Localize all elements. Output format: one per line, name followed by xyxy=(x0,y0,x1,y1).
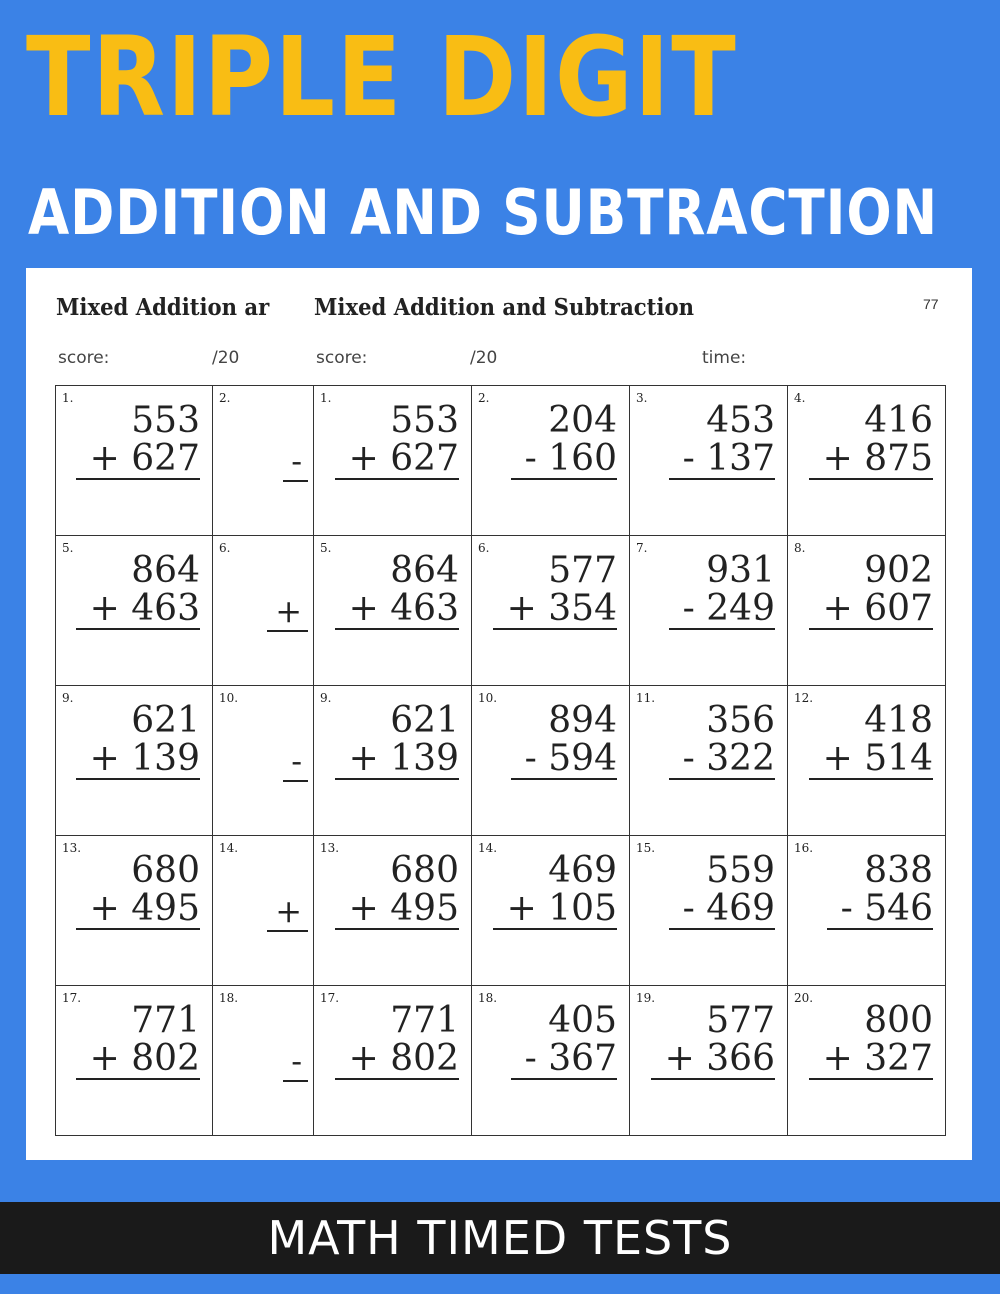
problem-number: 3. xyxy=(636,391,648,405)
problem-bottom-operand: + 354 xyxy=(493,590,617,630)
problem-top-operand: 902 xyxy=(864,550,933,591)
problem-cell xyxy=(630,836,788,986)
problem-number: 17. xyxy=(62,991,82,1005)
problem-bottom-operand: + 514 xyxy=(809,740,933,780)
back-worksheet-title: Mixed Addition ar xyxy=(56,294,270,321)
problem-operator: - xyxy=(283,742,308,782)
problem-bottom-operand: - 469 xyxy=(669,890,775,930)
problem-number: 5. xyxy=(320,541,332,555)
problem-number: 9. xyxy=(62,691,74,705)
problem-body xyxy=(335,552,459,630)
problem-top-operand: 771 xyxy=(390,1000,459,1041)
problem-bottom-operand: + 875 xyxy=(809,440,933,480)
problem-body xyxy=(76,402,200,480)
back-problem-grid xyxy=(55,385,315,1136)
problem-bottom-operand: - 322 xyxy=(669,740,775,780)
problem-body xyxy=(809,702,933,780)
problem-body xyxy=(511,402,617,480)
problem-body xyxy=(76,702,200,780)
problem-cell xyxy=(213,986,316,1136)
problem-number: 2. xyxy=(478,391,490,405)
problem-bottom-operand: + 802 xyxy=(335,1040,459,1080)
problem-bottom-operand: + 607 xyxy=(809,590,933,630)
problem-top-operand: 356 xyxy=(706,700,775,741)
problem-top-operand: 800 xyxy=(864,1000,933,1041)
problem-number: 15. xyxy=(636,841,656,855)
problem-cell xyxy=(56,686,213,836)
problem-number: 17. xyxy=(320,991,340,1005)
problem-bottom-operand: + 463 xyxy=(76,590,200,630)
problem-bottom-operand: + 139 xyxy=(335,740,459,780)
problem-body xyxy=(511,702,617,780)
footer-bar xyxy=(0,1202,1000,1274)
problem-cell xyxy=(314,836,472,986)
problem-top-operand: 577 xyxy=(706,1000,775,1041)
problem-cell xyxy=(56,386,213,536)
problem-cell xyxy=(472,986,630,1136)
problem-top-operand: 864 xyxy=(390,550,459,591)
problem-cell xyxy=(630,536,788,686)
problem-number: 9. xyxy=(320,691,332,705)
problem-top-operand: 621 xyxy=(390,700,459,741)
back-score-label: score: xyxy=(58,348,110,368)
problem-cell xyxy=(314,386,472,536)
problem-body xyxy=(809,1002,933,1080)
problem-top-operand: 680 xyxy=(131,850,200,891)
problem-number: 14. xyxy=(478,841,498,855)
front-worksheet-title: Mixed Addition and Subtraction xyxy=(314,294,694,321)
problem-cell xyxy=(314,986,472,1136)
problem-top-operand: 553 xyxy=(390,400,459,441)
problem-number: 10. xyxy=(478,691,498,705)
problem-cell xyxy=(788,836,946,986)
problem-number: 18. xyxy=(478,991,498,1005)
problem-bottom-operand: + 463 xyxy=(335,590,459,630)
problem-number: 13. xyxy=(320,841,340,855)
front-problem-grid xyxy=(313,385,946,1136)
problem-bottom-operand: + 366 xyxy=(651,1040,775,1080)
problem-cell xyxy=(213,386,316,536)
problem-body xyxy=(827,852,933,930)
problem-cell xyxy=(314,536,472,686)
problem-cell xyxy=(788,536,946,686)
problem-bottom-operand: + 627 xyxy=(335,440,459,480)
problem-top-operand: 418 xyxy=(864,700,933,741)
problem-body xyxy=(493,852,617,930)
problem-number: 12. xyxy=(794,691,814,705)
problem-top-operand: 416 xyxy=(864,400,933,441)
worksheet-paper xyxy=(26,268,972,1160)
problem-cell xyxy=(213,686,316,836)
problem-number: 2. xyxy=(219,391,231,405)
problem-top-operand: 771 xyxy=(131,1000,200,1041)
problem-top-operand: 405 xyxy=(548,1000,617,1041)
problem-cell xyxy=(213,836,316,986)
problem-top-operand: 621 xyxy=(131,700,200,741)
problem-top-operand: 894 xyxy=(548,700,617,741)
problem-number: 5. xyxy=(62,541,74,555)
problem-number: 7. xyxy=(636,541,648,555)
problem-body xyxy=(493,552,617,630)
problem-cell xyxy=(472,836,630,986)
problem-body xyxy=(76,552,200,630)
problem-number: 20. xyxy=(794,991,814,1005)
problem-top-operand: 559 xyxy=(706,850,775,891)
problem-bottom-operand: + 139 xyxy=(76,740,200,780)
front-score-label: score: xyxy=(316,348,368,368)
problem-body xyxy=(76,852,200,930)
footer-text: MATH TIMED TESTS xyxy=(267,1211,733,1265)
problem-operator: + xyxy=(267,592,308,632)
problem-number: 10. xyxy=(219,691,239,705)
problem-operator: - xyxy=(283,1042,308,1082)
problem-cell xyxy=(472,686,630,836)
back-score-total: /20 xyxy=(212,348,240,368)
cover-title: TRIPLE DIGIT xyxy=(26,13,738,141)
problem-bottom-operand: - 137 xyxy=(669,440,775,480)
problem-number: 18. xyxy=(219,991,239,1005)
problem-top-operand: 553 xyxy=(131,400,200,441)
problem-cell xyxy=(213,536,316,686)
problem-top-operand: 864 xyxy=(131,550,200,591)
problem-body xyxy=(335,402,459,480)
problem-operator: - xyxy=(283,442,308,482)
problem-top-operand: 577 xyxy=(548,550,617,591)
problem-bottom-operand: + 495 xyxy=(76,890,200,930)
problem-bottom-operand: + 495 xyxy=(335,890,459,930)
problem-body xyxy=(809,402,933,480)
problem-top-operand: 453 xyxy=(706,400,775,441)
problem-bottom-operand: + 802 xyxy=(76,1040,200,1080)
problem-number: 6. xyxy=(478,541,490,555)
problem-body xyxy=(669,402,775,480)
problem-cell xyxy=(788,686,946,836)
problem-body xyxy=(669,552,775,630)
problem-operator: + xyxy=(267,892,308,932)
problem-cell xyxy=(314,686,472,836)
problem-cell xyxy=(56,536,213,686)
problem-cell xyxy=(472,386,630,536)
problem-bottom-operand: - 594 xyxy=(511,740,617,780)
problem-number: 11. xyxy=(636,691,656,705)
problem-body xyxy=(809,552,933,630)
problem-number: 19. xyxy=(636,991,656,1005)
problem-bottom-operand: + 105 xyxy=(493,890,617,930)
problem-number: 14. xyxy=(219,841,239,855)
problem-top-operand: 838 xyxy=(864,850,933,891)
problem-number: 8. xyxy=(794,541,806,555)
problem-number: 6. xyxy=(219,541,231,555)
problem-number: 1. xyxy=(62,391,74,405)
problem-number: 4. xyxy=(794,391,806,405)
problem-bottom-operand: - 249 xyxy=(669,590,775,630)
problem-bottom-operand: - 367 xyxy=(511,1040,617,1080)
problem-body xyxy=(669,852,775,930)
problem-cell xyxy=(472,536,630,686)
problem-cell xyxy=(56,986,213,1136)
problem-number: 13. xyxy=(62,841,82,855)
problem-top-operand: 469 xyxy=(548,850,617,891)
problem-bottom-operand: - 546 xyxy=(827,890,933,930)
problem-body xyxy=(335,1002,459,1080)
problem-cell xyxy=(630,686,788,836)
problem-body xyxy=(335,702,459,780)
problem-body xyxy=(669,702,775,780)
problem-bottom-operand: + 627 xyxy=(76,440,200,480)
problem-cell xyxy=(630,386,788,536)
problem-top-operand: 931 xyxy=(706,550,775,591)
problem-cell xyxy=(788,986,946,1136)
problem-body xyxy=(76,1002,200,1080)
problem-top-operand: 680 xyxy=(390,850,459,891)
problem-bottom-operand: - 160 xyxy=(511,440,617,480)
problem-body xyxy=(651,1002,775,1080)
problem-number: 1. xyxy=(320,391,332,405)
problem-cell xyxy=(630,986,788,1136)
problem-body xyxy=(511,1002,617,1080)
front-time-label: time: xyxy=(702,348,747,368)
page-number: 77 xyxy=(923,296,939,312)
problem-cell xyxy=(788,386,946,536)
problem-number: 16. xyxy=(794,841,814,855)
problem-cell xyxy=(56,836,213,986)
problem-top-operand: 204 xyxy=(548,400,617,441)
problem-body xyxy=(335,852,459,930)
front-score-total: /20 xyxy=(470,348,498,368)
cover-subtitle: ADDITION AND SUBTRACTION xyxy=(28,176,939,249)
problem-bottom-operand: + 327 xyxy=(809,1040,933,1080)
